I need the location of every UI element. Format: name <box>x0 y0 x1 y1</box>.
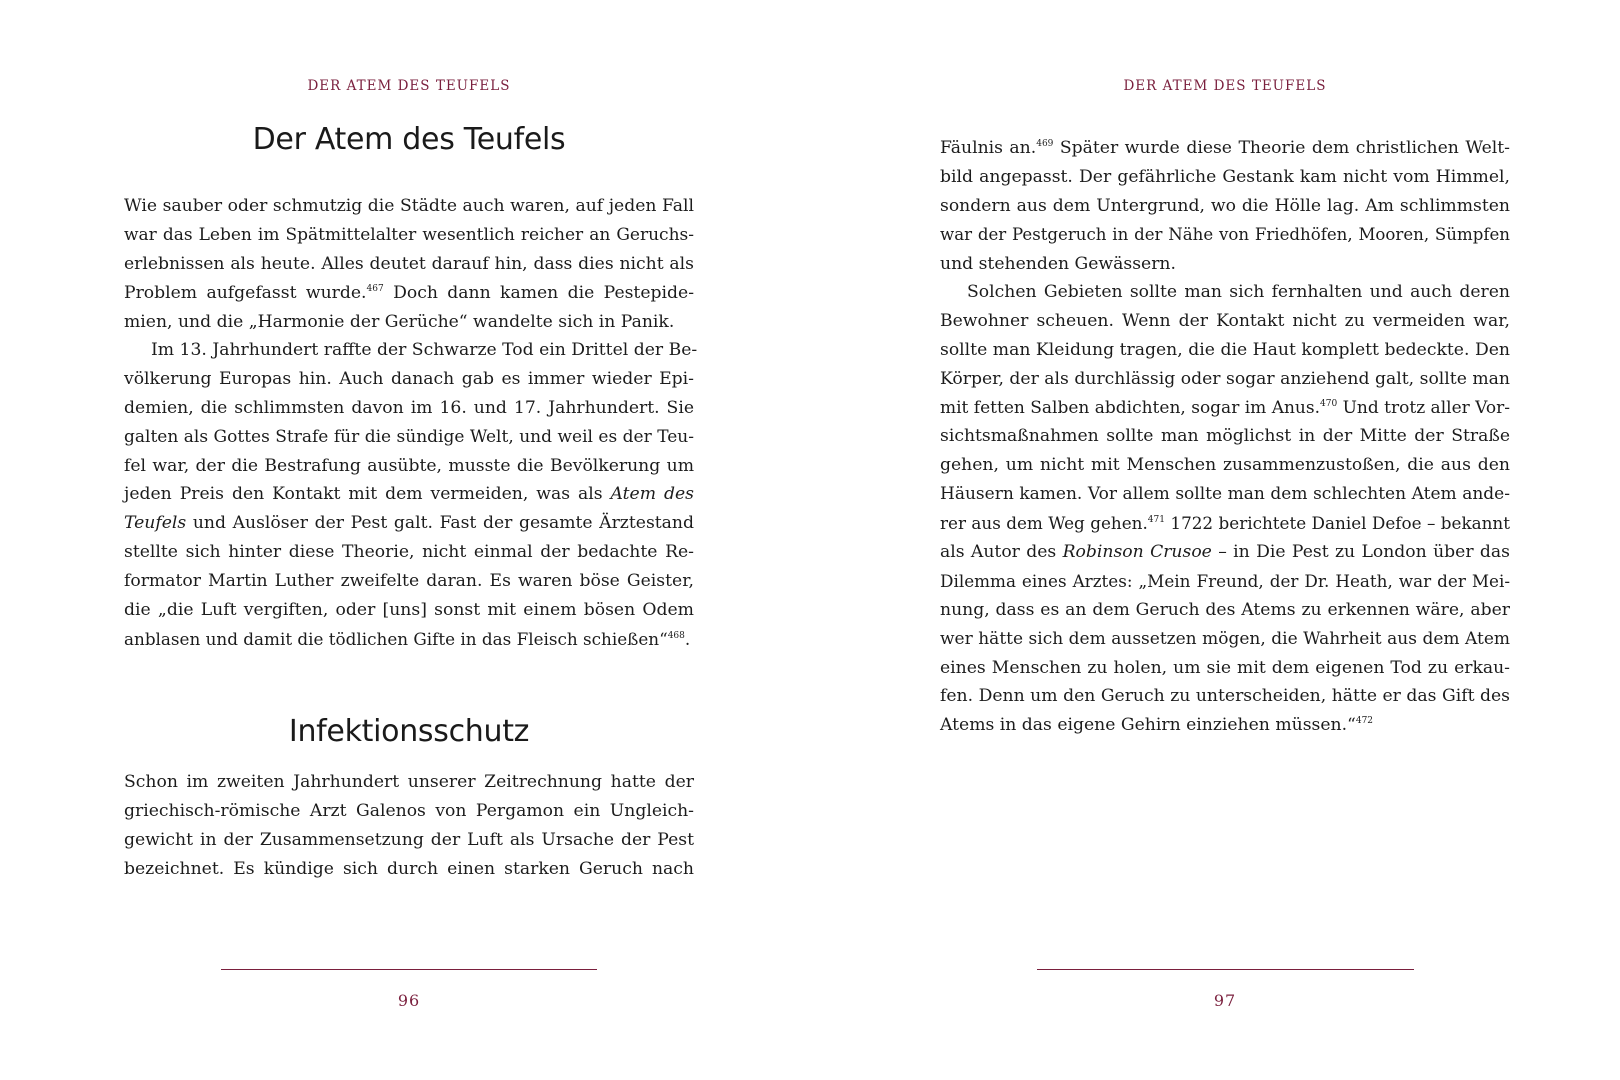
text-line: anblasen und damit die tödlichen Gifte in das Fleisch schießen“$^{468}$. <box>124 628 691 649</box>
running-head: DER ATEM DES TEUFELS <box>1123 78 1327 94</box>
text-line: mit fetten Salben abdichten, sogar im Anus.$^{470}$ Und trotz aller Vor- <box>940 397 1510 418</box>
italic-text: Teufels <box>124 513 187 534</box>
text-line: sichtsmaßnahmen sollte man möglichst in der Mitte der Straße <box>940 426 1510 447</box>
text-line: galten als Gottes Strafe für die sündige Welt, und weil es der Teu- <box>124 426 694 447</box>
text-line: Solchen Gebieten sollte man sich fernhalten und auch deren <box>967 282 1510 302</box>
footnote-marker: 469 <box>1036 139 1054 149</box>
text-line: die „die Luft vergiften, oder [uns] sonst mit einem bösen Odem <box>124 600 694 621</box>
text-line: und stehenden Gewässern. <box>940 253 1176 274</box>
text-line: eines Menschen zu holen, um sie mit dem eigenen Tod zu erkau- <box>940 657 1510 678</box>
text-line: Atems in das eigene Gehirn einziehen müssen.“$^{472}$ <box>940 715 1374 736</box>
text-line: bild angepasst. Der gefährliche Gestank kam nicht vom Himmel, <box>940 166 1510 187</box>
text-line: Teufels und Auslöser der Pest galt. Fast der gesamte Ärztestand <box>124 513 694 534</box>
text-line: völkerung Europas hin. Auch danach gab es immer wieder Epi- <box>124 368 694 389</box>
text-line: erlebnissen als heute. Alles deutet darauf hin, dass dies nicht als <box>124 253 694 274</box>
running-head: DER ATEM DES TEUFELS <box>307 78 511 94</box>
page-number: 96 <box>397 991 421 1010</box>
text-line: fel war, der die Bestrafung ausübte, musste die Bevölkerung um <box>124 455 694 476</box>
italic-text: Atem des <box>610 484 694 505</box>
text-line: Dilemma eines Arztes: „Mein Freund, der Dr. Heath, war der Mei- <box>940 570 1510 591</box>
chapter-title: Der Atem des Teufels <box>252 122 566 157</box>
paragraph-1 <box>124 192 694 336</box>
text-line: gewicht in der Zusammensetzung der Luft als Ursache der Pest <box>124 829 694 850</box>
text-line: Körper, der als durchlässig oder sogar anziehend galt, sollte man <box>940 368 1510 389</box>
text-line: Im 13. Jahrhundert raffte der Schwarze Tod ein Drittel der Be- <box>151 340 698 360</box>
text-line: sollte man Kleidung tragen, die die Haut komplett bedeckte. Den <box>940 339 1510 360</box>
text-line: mien, und die „Harmonie der Gerüche“ wandelte sich in Panik. <box>124 311 675 332</box>
page-number: 97 <box>1213 991 1237 1010</box>
text-line: formator Martin Luther zweifelte daran. Es waren böse Geister, <box>124 571 694 592</box>
text-line: sondern aus dem Untergrund, wo die Hölle lag. Am schlimmsten <box>940 195 1510 216</box>
text-line: gehen, um nicht mit Menschen zusammenzustoßen, die aus den <box>940 455 1510 476</box>
footnote-marker: 470 <box>1320 398 1338 409</box>
section-title: Infektionsschutz <box>288 714 530 749</box>
paragraph-1 <box>940 134 1510 278</box>
footer-rule <box>1037 969 1414 970</box>
text-line: Wie sauber oder schmutzig die Städte auch waren, auf jeden Fall <box>124 196 694 216</box>
text-line: bezeichnet. Es kündige sich durch einen starken Geruch nach <box>124 858 694 879</box>
text-line: Häusern kamen. Vor allem sollte man dem schlechten Atem ande- <box>940 484 1510 505</box>
text-line: Bewohner scheuen. Wenn der Kontakt nicht zu vermeiden war, <box>940 310 1510 331</box>
footnote-marker: 471 <box>1147 515 1165 526</box>
text-line: demien, die schlimmsten davon im 16. und 17. Jahrhundert. Sie <box>124 397 694 418</box>
text-line: stellte sich hinter diese Theorie, nicht einmal der bedachte Re- <box>124 542 694 563</box>
text-line: war der Pestgeruch in der Nähe von Friedhöfen, Mooren, Sümpfen <box>940 224 1510 244</box>
left-page <box>124 0 698 1080</box>
italic-text: Robinson Crusoe <box>1062 542 1212 563</box>
footer-rule <box>221 969 597 970</box>
footnote-marker: 467 <box>366 283 384 294</box>
footnote-marker: 472 <box>1355 716 1374 727</box>
right-page <box>940 0 1510 1080</box>
text-line: Problem aufgefasst wurde.$^{467}$ Doch dann kamen die Pestepide- <box>124 282 694 303</box>
paragraph-3 <box>124 768 694 884</box>
footnote-marker: 468 <box>667 630 685 641</box>
text-line: nung, dass es an dem Geruch des Atems zu erkennen wäre, aber <box>940 599 1510 620</box>
text-line: fen. Denn um den Geruch zu unterscheiden, hätte er das Gift des <box>940 686 1510 707</box>
text-line: jeden Preis den Kontakt mit dem vermeiden, was als Atem des <box>124 484 694 505</box>
paragraph-2 <box>124 336 698 654</box>
text-line: Schon im zweiten Jahrhundert unserer Zeitrechnung hatte der <box>124 772 694 792</box>
text-line: rer aus dem Weg gehen.$^{471}$ 1722 berichtete Daniel Defoe – bekannt <box>940 513 1510 534</box>
text-line: Fäulnis an.$^{469}$ Später wurde diese Theorie dem christlichen Welt- <box>940 138 1510 158</box>
text-line: griechisch-römische Arzt Galenos von Pergamon ein Ungleich- <box>124 800 694 821</box>
paragraph-2 <box>940 278 1510 740</box>
text-line: wer hätte sich dem aussetzen mögen, die Wahrheit aus dem Atem <box>940 628 1510 649</box>
text-line: als Autor des Robinson Crusoe – in Die Pest zu London über das <box>940 542 1510 563</box>
text-line: war das Leben im Spätmittelalter wesentlich reicher an Geruchs- <box>124 224 694 245</box>
